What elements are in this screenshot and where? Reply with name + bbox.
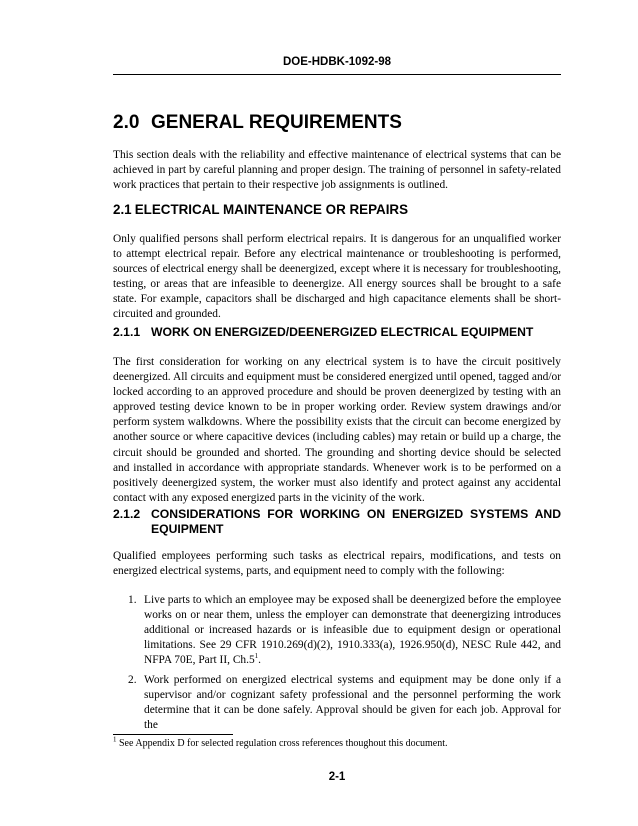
subsection-2-1-1-number: 2.1.1	[113, 325, 141, 339]
footnote-reference[interactable]: 1	[254, 652, 259, 661]
list-item-text: Live parts to which an employee may be exposed shall be deenergized before the employee works on or near them, unless the employer can demonstrate that deenergizing introduces additional or increased hazards or is infeasible due to equipment design or operational limitations. See 29 CFR 1910.269(d)(2), 1910.333(a), 1926.950(d), NESC Rule 442, and NFPA 70E, Part II, $Ch.5^1$.	[144, 594, 561, 667]
section-intro-paragraph: This section deals with the reliability and effective maintenance of electrical systems that can be achieved in part by careful planning and proper design. The training of personnel in safety-related work practices that pertain to their respective job assignments is outlined.	[113, 149, 561, 192]
section-number: 2.0	[113, 112, 140, 133]
list-item	[128, 673, 561, 733]
footnote-rule	[113, 734, 233, 735]
subsection-2-1-1-title: WORK ON ENERGIZED/DEENERGIZED ELECTRICAL EQUIPMENT	[151, 325, 534, 339]
subsection-2-1-2-intro: Qualified employees performing such tasks as electrical repairs, modifications, and tests on energized electrical systems, parts, and equipment need to comply with the following:	[113, 550, 561, 578]
footnote-text: See Appendix D for selected regulation cross references thoughout this document.	[119, 738, 448, 749]
header-rule	[113, 74, 561, 75]
subsection-2-1-number: 2.1	[113, 202, 132, 217]
subsection-2-1-1-heading	[113, 325, 561, 340]
document-id-header: DOE-HDBK-1092-98	[282, 56, 391, 68]
subsection-2-1-1-paragraph: The first consideration for working on any electrical system is to have the circuit positively deenergized. All circuits and equipment must be considered energized until opened, tagged and/or locked according to an approved procedure and should be proven deenergized by testing with an approved testing device known to be in proper working order. Review system drawings and/or perform system walkdowns. Where the possibility exists that the circuit can become energized by another source or where capacitive devices (including cables) may retain or build up a charge, the circuit should be grounded and shorted. The grounding and shorting device should be selected and installed in accordance with appropriate standards. Whenever work is to be performed on a positively deenergized system, the worker must also identify and protect against any accidental contact with any exposed energized parts in the vicinity of the work.	[113, 356, 561, 504]
section-title: GENERAL REQUIREMENTS	[151, 112, 402, 133]
list-item-number: 1.	[128, 594, 137, 606]
list-item-text: Work performed on energized electrical systems and equipment may be done only if a supervisor and/or cognizant safety professional and the personnel performing the work determine that it can be done safely. Approval should be given for each job. Approval for the	[144, 674, 561, 732]
subsection-2-1-2-title: CONSIDERATIONS FOR WORKING ON ENERGIZED SYSTEMS AND EQUIPMENT	[151, 507, 561, 536]
list-item-number: 2.	[128, 674, 137, 686]
section-heading	[113, 112, 561, 134]
subsection-2-1-heading	[113, 202, 561, 217]
subsection-2-1-2-heading	[113, 507, 561, 537]
list-item	[128, 593, 561, 668]
subsection-2-1-title: ELECTRICAL MAINTENANCE OR REPAIRS	[134, 202, 409, 217]
footnote-mark: 1	[113, 735, 117, 744]
subsection-2-1-paragraph: Only qualified persons shall perform electrical repairs. It is dangerous for an unqualified worker to attempt electrical repair. Before any electrical maintenance or troubleshooting is performed, sources of electrical energy shall be deenergized, except where it is necessary for troubleshooting, testing, or areas that are infeasible to deenergize. All energy sources shall be brought to a safe state. For example, capacitors shall be discharged and high capacitance elements shall be short-circuited and grounded.	[113, 233, 561, 321]
subsection-2-1-2-number: 2.1.2	[113, 507, 141, 521]
page-number: 2-1	[328, 771, 346, 783]
footnote	[113, 735, 561, 749]
